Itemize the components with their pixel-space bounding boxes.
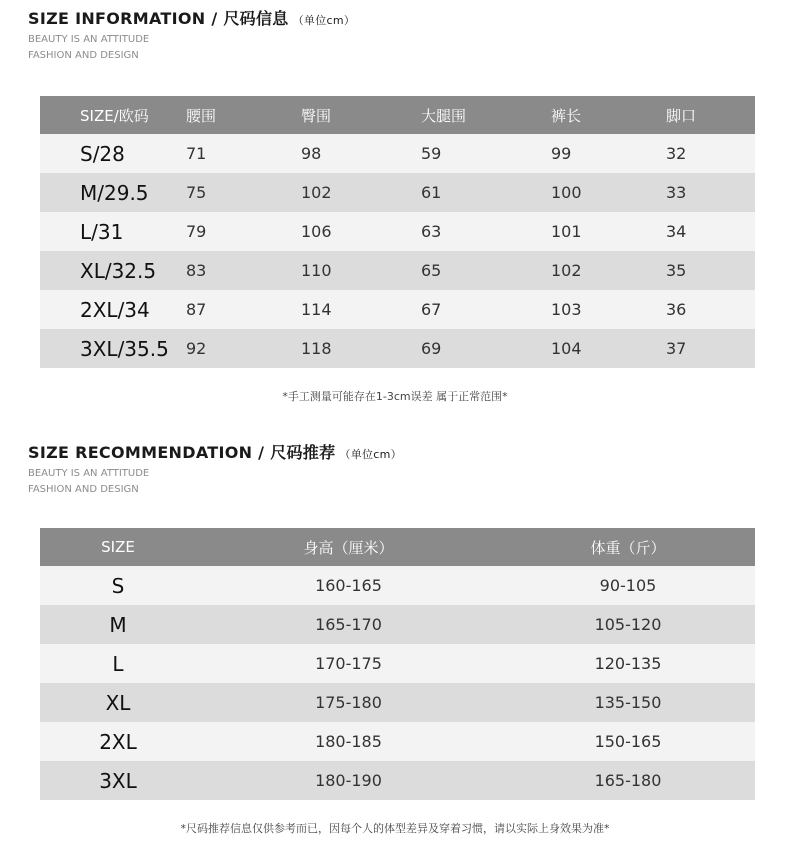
tagline-2: FASHION AND DESIGN (28, 50, 139, 61)
header-size: SIZE (40, 528, 196, 566)
tagline-1: BEAUTY IS AN ATTITUDE (28, 468, 150, 479)
length-cell: 103 (545, 290, 660, 329)
thigh-cell: 63 (415, 212, 545, 251)
leg-opening-cell: 34 (660, 212, 755, 251)
size-cell: M (40, 605, 196, 644)
height-cell: 180-190 (196, 761, 501, 800)
waist-cell: 79 (180, 212, 295, 251)
height-cell: 170-175 (196, 644, 501, 683)
thigh-cell: 69 (415, 329, 545, 368)
size-recommendation-header (28, 440, 402, 497)
weight-cell: 165-180 (501, 761, 755, 800)
hip-cell: 106 (295, 212, 415, 251)
height-cell: 165-170 (196, 605, 501, 644)
table-row (40, 761, 755, 800)
table-row (40, 290, 755, 329)
size-cell: XL/32.5 (40, 251, 180, 290)
length-cell: 99 (545, 134, 660, 173)
leg-opening-cell: 35 (660, 251, 755, 290)
height-cell: 160-165 (196, 566, 501, 605)
waist-cell: 83 (180, 251, 295, 290)
table-row (40, 683, 755, 722)
table-row (40, 134, 755, 173)
size-cell: M/29.5 (40, 173, 180, 212)
size-cell: 2XL (40, 722, 196, 761)
table-row (40, 644, 755, 683)
header-weight: 体重（斤） (501, 528, 755, 566)
thigh-cell: 67 (415, 290, 545, 329)
table-row (40, 566, 755, 605)
size-cell: 2XL/34 (40, 290, 180, 329)
size-information-table (40, 96, 755, 368)
size-cell: 3XL/35.5 (40, 329, 180, 368)
hip-cell: 102 (295, 173, 415, 212)
size-cell: 3XL (40, 761, 196, 800)
title-text: SIZE INFORMATION / 尺码信息 (28, 9, 289, 28)
leg-opening-cell: 32 (660, 134, 755, 173)
table-row (40, 605, 755, 644)
table-header-row (40, 96, 755, 134)
tagline-2: FASHION AND DESIGN (28, 484, 139, 495)
table-row (40, 212, 755, 251)
header-hip: 臀围 (295, 96, 415, 134)
waist-cell: 75 (180, 173, 295, 212)
thigh-cell: 59 (415, 134, 545, 173)
length-cell: 102 (545, 251, 660, 290)
hip-cell: 114 (295, 290, 415, 329)
tagline-1: BEAUTY IS AN ATTITUDE (28, 34, 150, 45)
hip-cell: 98 (295, 134, 415, 173)
weight-cell: 120-135 (501, 644, 755, 683)
thigh-cell: 61 (415, 173, 545, 212)
header-height: 身高（厘米） (196, 528, 501, 566)
header-thigh: 大腿围 (415, 96, 545, 134)
height-cell: 180-185 (196, 722, 501, 761)
size-information-header (28, 6, 355, 63)
weight-cell: 150-165 (501, 722, 755, 761)
table-header-row (40, 528, 755, 566)
leg-opening-cell: 33 (660, 173, 755, 212)
header-size: SIZE/欧码 (40, 96, 180, 134)
weight-cell: 105-120 (501, 605, 755, 644)
thigh-cell: 65 (415, 251, 545, 290)
size-cell: L (40, 644, 196, 683)
waist-cell: 87 (180, 290, 295, 329)
size-cell: L/31 (40, 212, 180, 251)
size-recommendation-table (40, 528, 755, 800)
measurement-note: *手工测量可能存在1-3cm误差 属于正常范围* (282, 390, 508, 403)
weight-cell: 90-105 (501, 566, 755, 605)
hip-cell: 118 (295, 329, 415, 368)
waist-cell: 71 (180, 134, 295, 173)
header-leg-opening: 脚口 (660, 96, 755, 134)
unit-label: （单位cm） (292, 14, 356, 27)
hip-cell: 110 (295, 251, 415, 290)
section-title (28, 440, 402, 463)
height-cell: 175-180 (196, 683, 501, 722)
waist-cell: 92 (180, 329, 295, 368)
header-length: 裤长 (545, 96, 660, 134)
length-cell: 100 (545, 173, 660, 212)
table-row (40, 251, 755, 290)
section-title (28, 6, 355, 29)
header-waist: 腰围 (180, 96, 295, 134)
table-row (40, 329, 755, 368)
recommendation-note: *尺码推荐信息仅供参考而已，因每个人的体型差异及穿着习惯，请以实际上身效果为准* (180, 822, 610, 835)
size-cell: S (40, 566, 196, 605)
size-cell: XL (40, 683, 196, 722)
title-text: SIZE RECOMMENDATION / 尺码推荐 (28, 443, 336, 462)
unit-label: （单位cm） (339, 448, 402, 461)
leg-opening-cell: 37 (660, 329, 755, 368)
length-cell: 104 (545, 329, 660, 368)
weight-cell: 135-150 (501, 683, 755, 722)
length-cell: 101 (545, 212, 660, 251)
table-row (40, 173, 755, 212)
leg-opening-cell: 36 (660, 290, 755, 329)
size-cell: S/28 (40, 134, 180, 173)
table-row (40, 722, 755, 761)
